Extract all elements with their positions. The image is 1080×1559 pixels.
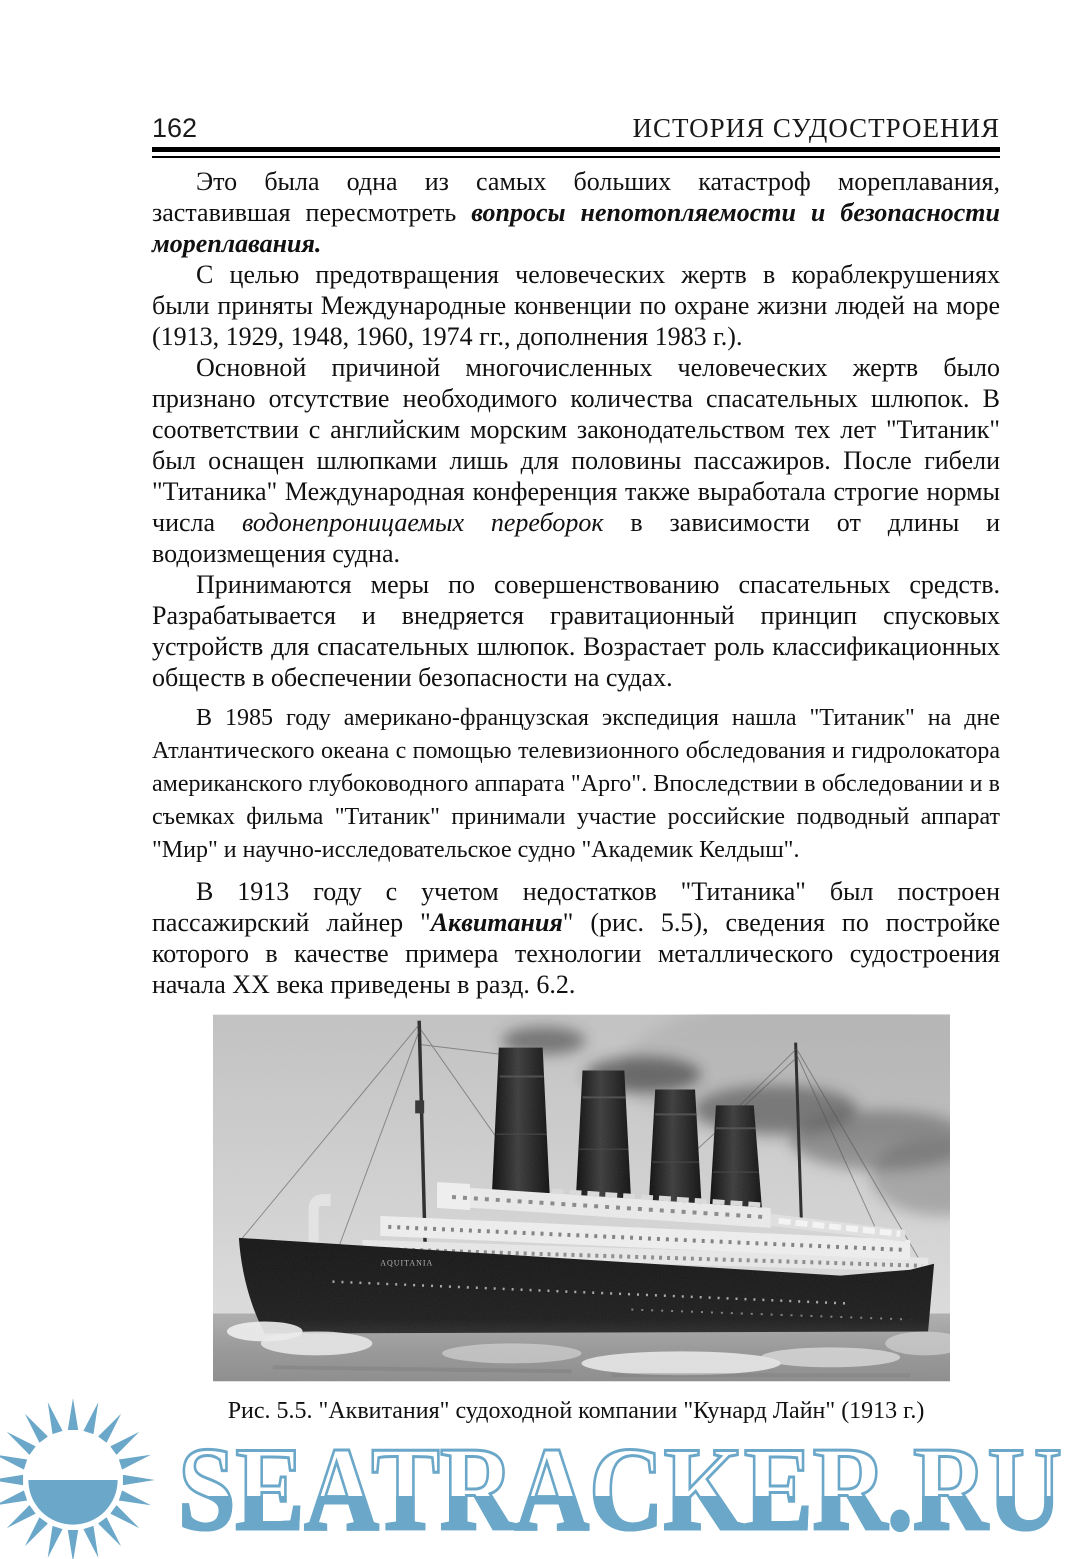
page-header <box>152 113 1000 143</box>
page-number: 162 <box>152 113 198 143</box>
figure-caption: Рис. 5.5. "Аквитания" судоходной компании "Кунард Лайн" (1913 г.) <box>227 1398 925 1424</box>
paragraph: С целью предотвращения человеческих жертв в кораблекрушениях были приняты Международные конвенции по охране жизни людей на море (1913, 1929, 1948, 1960, 1974 гг., дополнения 1983 г.). <box>152 260 1000 351</box>
watermark-text: SEATRACKER.RU <box>178 1422 1063 1555</box>
paragraph: В 1985 году американо-французская экспедиция нашла "Титаник" на дне Атлантического океана с помощью телевизионного обследования и гидролокатора американского глубоководного аппарата "Арго". Впоследствии в обследовании и в съемках фильма "Титаник" принимали участие российские подводный аппарат "Мир" и научно-исследовательское судно "Академик Келдыш". <box>152 705 1000 863</box>
paragraph: Принимаются меры по совершенствованию спасательных средств. Разрабатывается и внедряется гравитационный принцип спусковых устройств для спасательных шлюпок. Возрастает роль классификационных обществ в обеспечении безопасности на судах. <box>152 570 1000 692</box>
header-rule <box>152 147 1000 158</box>
photo-grain <box>213 1015 950 1382</box>
body-text <box>152 166 1000 1000</box>
ship-photo <box>213 1014 950 1382</box>
figure <box>152 1014 1000 1425</box>
paragraph: Основной причиной многочисленных человеческих жертв было признано отсутствие необходимого количества спасательных шлюпок. В соответствии с английским морским законодательством тех лет "Титаник" был оснащен шлюпками лишь для половины пассажиров. После гибели "Титаника" Международная конференция также выработала строгие нормы числа водонепроницаемых переборок в зависимости от длины и водоизмещения судна. <box>152 353 1000 568</box>
paragraph: В 1913 году с учетом недостатков "Титаника" был построен пассажирский лайнер "Аквитания" (рис. 5.5), сведения по постройке которого в качестве примера технологии металлического судостроения начала XX века приведены в разд. 6.2. <box>152 877 1001 999</box>
paragraph: Это была одна из самых больших катастроф мореплавания, заставившая пересмотреть вопросы непотопляемости и безопасности мореплавания. <box>152 167 1000 258</box>
running-title: ИСТОРИЯ СУДОСТРОЕНИЯ <box>632 113 1000 143</box>
